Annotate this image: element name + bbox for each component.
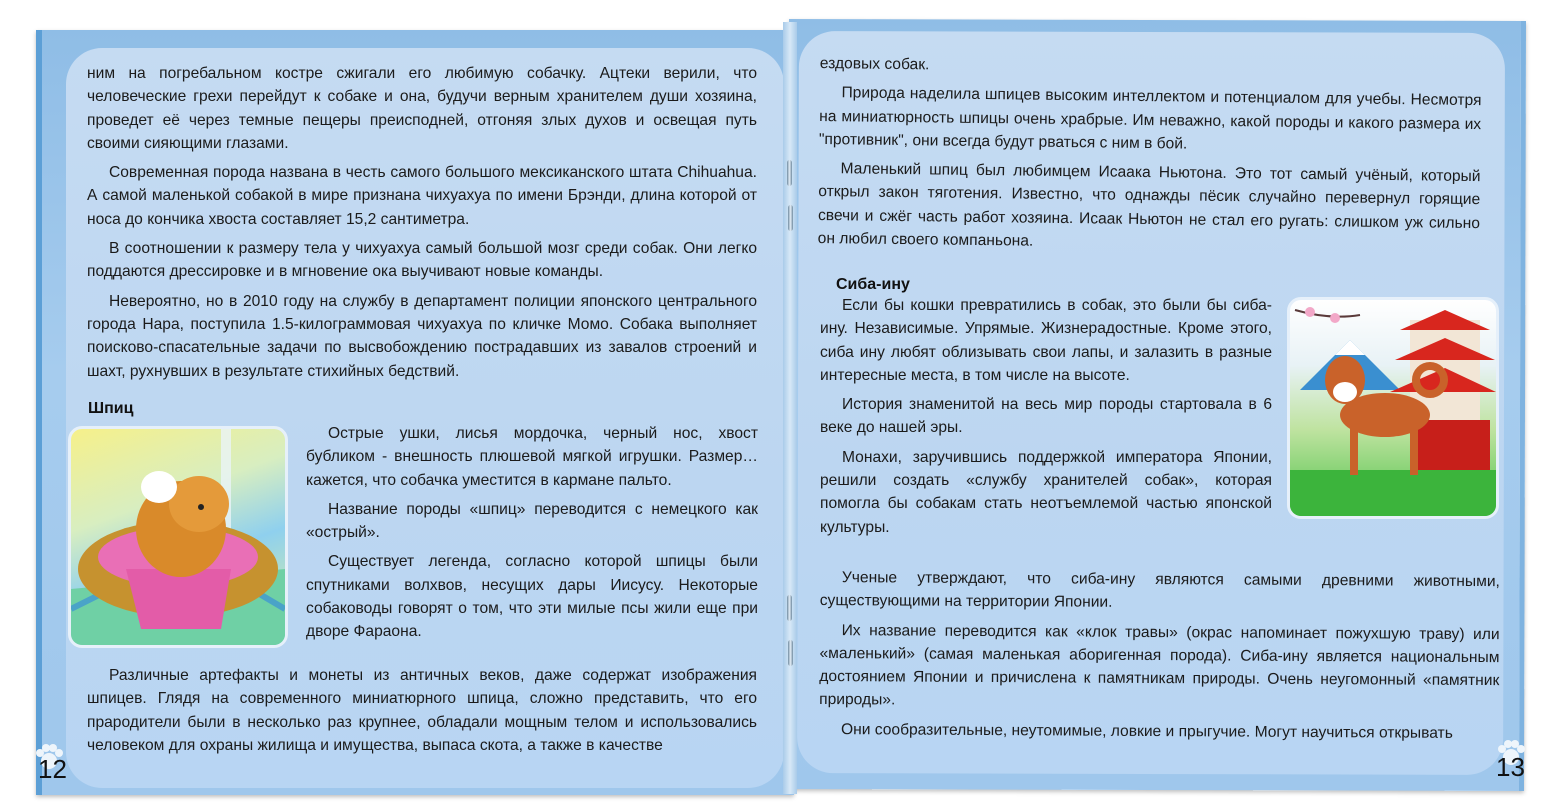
- spitz-illustration: [68, 426, 288, 648]
- paragraph: Существует легенда, согласно которой шпицы были спутниками волхвов, несущих дары Иисусу. Некоторые собаководы говорят о том, что эти милые псы жили еще при дворе Фараона.: [306, 553, 758, 641]
- staple-icon: [788, 640, 793, 666]
- paragraph: Если бы кошки превратились в собак, это были бы сиба-ину. Независимые. Упрямые. Жизнерадостные. Кроме этого, сиба ину любят облизывать свои лапы, и залазить в разные интересные места, в том числе на высоте.: [820, 297, 1272, 384]
- staple-icon: [787, 160, 792, 186]
- paragraph: Невероятно, но в 2010 году на службу в департамент полиции японского центрального города Нара, поступила 1.5-килограммовая чихуахуа по кличке Момо. Собака выполняет поисково-спасательные задачи по высвобождению пострадавших из завалов строений и шахт, рухнувших в результате стихийных бедствий.: [87, 292, 757, 380]
- page-number-left: 12: [38, 754, 67, 784]
- book-spine: [783, 22, 797, 794]
- staple-icon: [788, 205, 793, 231]
- paragraph: В соотношении к размеру тела у чихуахуа самый большой мозг среди собак. Они легко поддаются дрессировке и в мгновение ока выучивают новые команды.: [87, 240, 757, 281]
- page-number-right: 13: [1496, 752, 1525, 782]
- paragraph: Они сообразительные, неутомимые, ловкие и прыгучие. Могут научиться открывать: [840, 720, 1453, 742]
- paragraph: Их название переводится как «клок травы» (окрас напоминает пожухшую траву) или «маленький» (самая маленькая аборигенная порода). Сиба-ину является национальным достоянием Японии и причислена к памятникам природы. Очень неугомонный «памятник природы».: [819, 621, 1500, 709]
- staple-icon: [787, 595, 792, 621]
- right-top-text: [818, 52, 1482, 264]
- paragraph: Монахи, заручившись поддержкой императора Японии, решили создать «службу хранителей собак», которая помогла бы собакам стать неотъемлемой частью японской культуры.: [820, 448, 1272, 536]
- paragraph: Различные артефакты и монеты из античных веков, даже содержат изображения шпицев. Глядя на современного миниатюрного шпица, сложно представить, что его прародители были в несколько раз крупнее, обладали мощным телом и использовались человеком для охраны жилища и имущества, выпаса скота, а также в качестве: [87, 667, 757, 754]
- shiba-side-text: [820, 294, 1272, 545]
- spitz-dog-image: [71, 429, 285, 645]
- paragraph: Ученые утверждают, что сиба-ину являются самыми древними животными, существующими на территории Японии.: [819, 569, 1500, 612]
- paragraph: Современная порода названа в честь самого большого мексиканского штата Chihuahua. А самой маленькой собакой в мире признана чихуахуа по имени Брэнди, длина которой от носа до кончика хвоста составляет 15,2 сантиметра.: [87, 164, 757, 228]
- shiba-bottom-text: [819, 566, 1500, 751]
- paragraph: ним на погребальном костре сжигали его любимую собачку. Ацтеки верили, что человеческие грехи перейдут к собаке и она, будучи верным хранителем души хозяина, проведет её через темные пещеры преисподней, отгоняя злых духов и освещая путь своими сияющими глазами.: [87, 65, 757, 152]
- left-intro-text: [87, 62, 757, 389]
- paragraph: История знаменитой на весь мир породы стартовала в 6 веке до нашей эры.: [820, 396, 1272, 437]
- paragraph: Природа наделила шпицев высоким интеллектом и потенциалом для учебы. Несмотря на миниатюрность шпицы очень храбрые. Им неважно, какой породы и какого размера их "противник", они всегда будут рваться с ним в бой.: [818, 84, 1482, 153]
- spitz-bottom-text: [87, 664, 757, 763]
- paragraph: Название породы «шпиц» переводится с немецкого как «острый».: [306, 500, 758, 542]
- paragraph: ездовых собак.: [819, 54, 930, 74]
- paragraph: Острые ушки, лисья мордочка, черный нос, хвост бубликом - внешность плюшевой мягкой игрушки. Размер… кажется, что собачка уместится в кармане пальто.: [306, 425, 758, 489]
- section-heading-shiba-inu: Сиба-ину: [836, 276, 910, 293]
- shiba-inu-illustration: [1287, 297, 1499, 519]
- shiba-dog-image: [1290, 300, 1496, 516]
- paragraph: Маленький шпиц был любимцем Исаака Ньютона. Это тот самый учёный, который открыл закон тяготения. Известно, что однажды пёсик случайно перевернул горящие свечи и сжёг часть работ хозяина. Исаак Ньютон не стал его ругать: слишком уж сильно он любил своего компаньона.: [817, 160, 1481, 250]
- section-heading-spitz: Шпиц: [88, 400, 134, 417]
- spitz-side-text: [306, 422, 758, 650]
